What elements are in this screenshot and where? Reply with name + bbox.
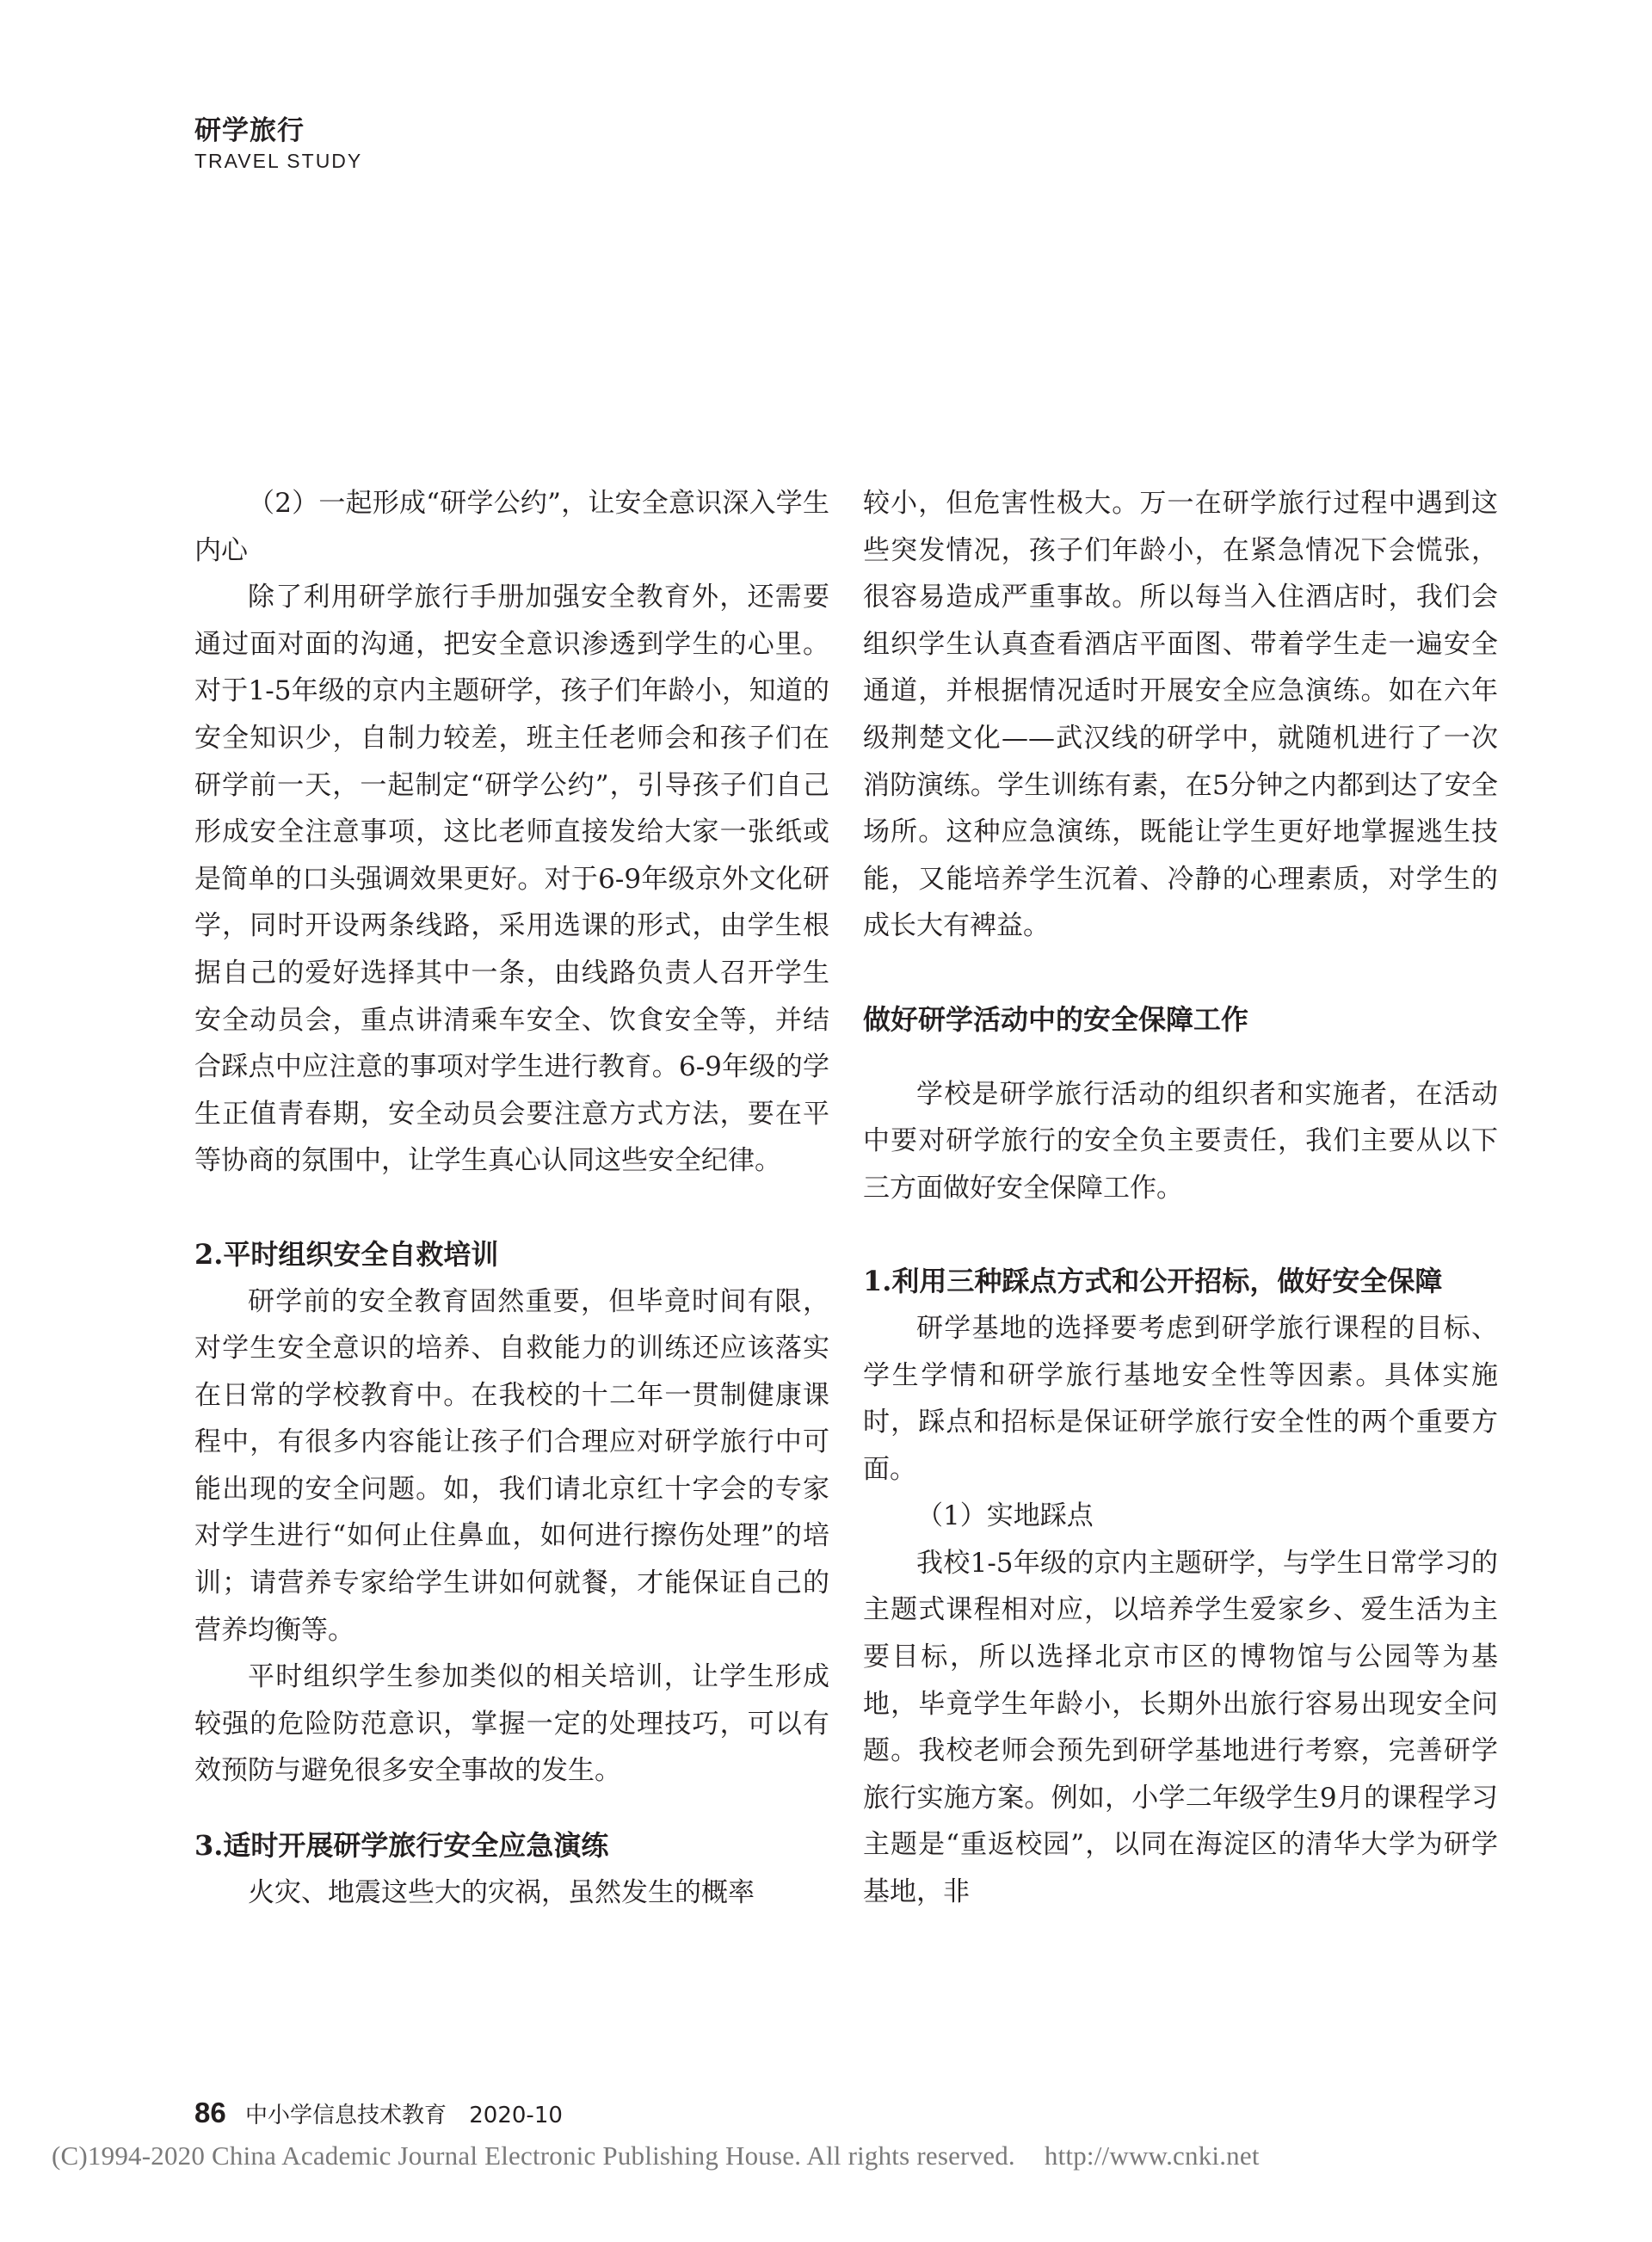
spacer [863, 1044, 1498, 1071]
copyright-notice [52, 2140, 1260, 2171]
subsection-heading: 3.适时开展研学旅行安全应急演练 [194, 1829, 609, 1863]
paragraph: 我校1-5年级的京内主题研学，与学生日常学习的主题式课程相对应，以培养学生爱家乡、爱生活为主要目标，所以选择北京市区的博物馆与公园等为基地，毕竟学生年龄小，长期外出旅行容易出现安全问题。我校老师会预先到研学基地进行考察，完善研学旅行实施方案。例如，小学二年级学生9月的课程学习主题是“重返校园”，以同在海淀区的清华大学为研学基地，非 [863, 1547, 1498, 1908]
spacer [194, 1185, 829, 1231]
paragraph: （2）一起形成“研学公约”，让安全意识深入学生内心 [194, 488, 829, 566]
paragraph: 较小，但危害性极大。万一在研学旅行过程中遇到这些突发情况，孩子们年龄小，在紧急情况下会慌张，很容易造成严重事故。所以每当入住酒店时，我们会组织学生认真查看酒店平面图、带着学生走一遍安全通道，并根据情况适时开展安全应急演练。如在六年级荆楚文化——武汉线的研学中，就随机进行了一次消防演练。学生训练有素，在5分钟之内都到达了安全场所。这种应急演练，既能让学生更好地掌握逃生技能，又能培养学生沉着、冷静的心理素质，对学生的成长大有裨益。 [863, 488, 1498, 942]
paragraph: 平时组织学生参加类似的相关培训，让学生形成较强的危险防范意识，掌握一定的处理技巧，可以有效预防与避免很多安全事故的发生。 [194, 1661, 829, 1787]
issue-number: 2020-10 [469, 2103, 563, 2128]
section-title-cn: 研学旅行 [194, 115, 305, 146]
spacer [863, 950, 1498, 996]
journal-name: 中小学信息技术教育 [244, 2103, 447, 2128]
section-title-en: TRAVEL STUDY [194, 150, 363, 172]
page-footer [194, 2097, 563, 2131]
paragraph: （1）实地踩点 [916, 1500, 1094, 1532]
copyright-text: (C)1994-2020 China Academic Journal Electronic Publishing House. All rights reserved. [52, 2140, 1015, 2171]
section-heading: 做好研学活动中的安全保障工作 [863, 1002, 1249, 1036]
paragraph: 火灾、地震这些大的灾祸，虽然发生的概率 [248, 1876, 755, 1908]
paragraph: 研学基地的选择要考虑到研学旅行课程的目标、学生学情和研学旅行基地安全性等因素。具体实施时，踩点和招标是保证研学旅行安全性的两个重要方面。 [863, 1312, 1498, 1485]
paragraph: 除了利用研学旅行手册加强安全教育外，还需要通过面对面的沟通，把安全意识渗透到学生的心里。对于1-5年级的京内主题研学，孩子们年龄小，知道的安全知识少，自制力较差，班主任老师会和孩子们在研学前一天，一起制定“研学公约”，引导孩子们自己形成安全注意事项，这比老师直接发给大家一张纸或是简单的口头强调效果更好。对于6-9年级京外文化研学，同时开设两条线路，采用选课的形式，由学生根据自己的爱好选择其中一条，由线路负责人召开学生安全动员会，重点讲清乘车安全、饮食安全等，并结合踩点中应注意的事项对学生进行教育。6-9年级的学生正值青春期，安全动员会要注意方式方法，要在平等协商的氛围中，让学生真心认同这些安全纪律。 [194, 582, 829, 1177]
section-header [194, 114, 362, 174]
left-column [194, 480, 829, 1916]
spacer [194, 1795, 829, 1822]
paragraph: 研学前的安全教育固然重要，但毕竟时间有限，对学生安全意识的培养、自救能力的训练还应该落实在日常的学校教育中。在我校的十二年一贯制健康课程中，有很多内容能让孩子们合理应对研学旅行中可能出现的安全问题。如，我们请北京红十字会的专家对学生进行“如何止住鼻血，如何进行擦伤处理”的培训；请营养专家给学生讲如何就餐，才能保证自己的营养均衡等。 [194, 1285, 829, 1646]
right-column [863, 480, 1498, 1916]
subsection-heading: 2.平时组织安全自救培训 [194, 1237, 499, 1271]
subsection-heading: 1.利用三种踩点方式和公开招标，做好安全保障 [863, 1265, 1443, 1298]
spacer [863, 1211, 1498, 1258]
page-number: 86 [194, 2097, 226, 2128]
copyright-url: http://www.cnki.net [1044, 2140, 1260, 2171]
paragraph: 学校是研学旅行活动的组织者和实施者，在活动中要对研学旅行的安全负主要责任，我们主要从以下三方面做好安全保障工作。 [863, 1078, 1498, 1204]
